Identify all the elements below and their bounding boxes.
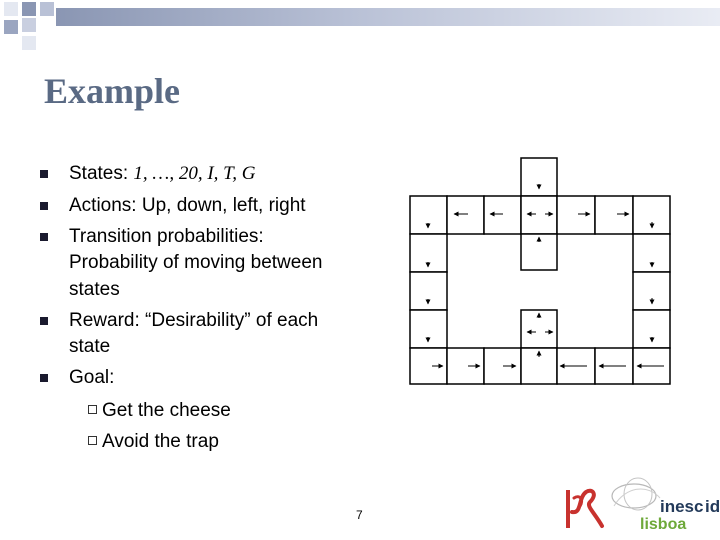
bullet-label: Goal: [69, 367, 115, 388]
cell-row1 [595, 196, 633, 234]
isr-logo [560, 484, 610, 532]
sub-bullet-label: Get the cheese [102, 400, 231, 421]
cell-right-col [633, 272, 670, 310]
cell-row1 [484, 196, 521, 234]
svg-text:lisboa: lisboa [640, 516, 687, 533]
cell-top [521, 158, 557, 196]
cell-left-col [410, 310, 447, 348]
sub-bullet-label: Avoid the trap [102, 431, 219, 452]
bullet-continuation: state [69, 336, 111, 357]
cell-row1 [521, 196, 557, 234]
page-number: 7 [356, 508, 363, 522]
cell-row1 [633, 196, 670, 234]
states-math: 1, …, 20, I, T, G [133, 163, 256, 184]
bullet-label: Reward: “Desirability” of each [69, 310, 319, 331]
bullet-continuation: states [69, 279, 120, 300]
svg-text:inesc: inesc [660, 497, 704, 516]
bullet-label: Actions: Up, down, left, right [69, 195, 306, 216]
bullet-label: States: [69, 163, 134, 184]
svg-text:id: id [705, 497, 720, 516]
bullet-label: Transition probabilities: [69, 226, 264, 247]
cell-left-col [410, 272, 447, 310]
cell-right-col [633, 310, 670, 348]
cell-row1 [410, 196, 447, 234]
slide-title: Example [44, 71, 181, 111]
grid-cells [410, 158, 670, 384]
cell-row1 [557, 196, 595, 234]
inesc-id-logo [608, 476, 720, 534]
cell-row1 [447, 196, 484, 234]
bullet-continuation: Probability of moving between [69, 252, 323, 273]
